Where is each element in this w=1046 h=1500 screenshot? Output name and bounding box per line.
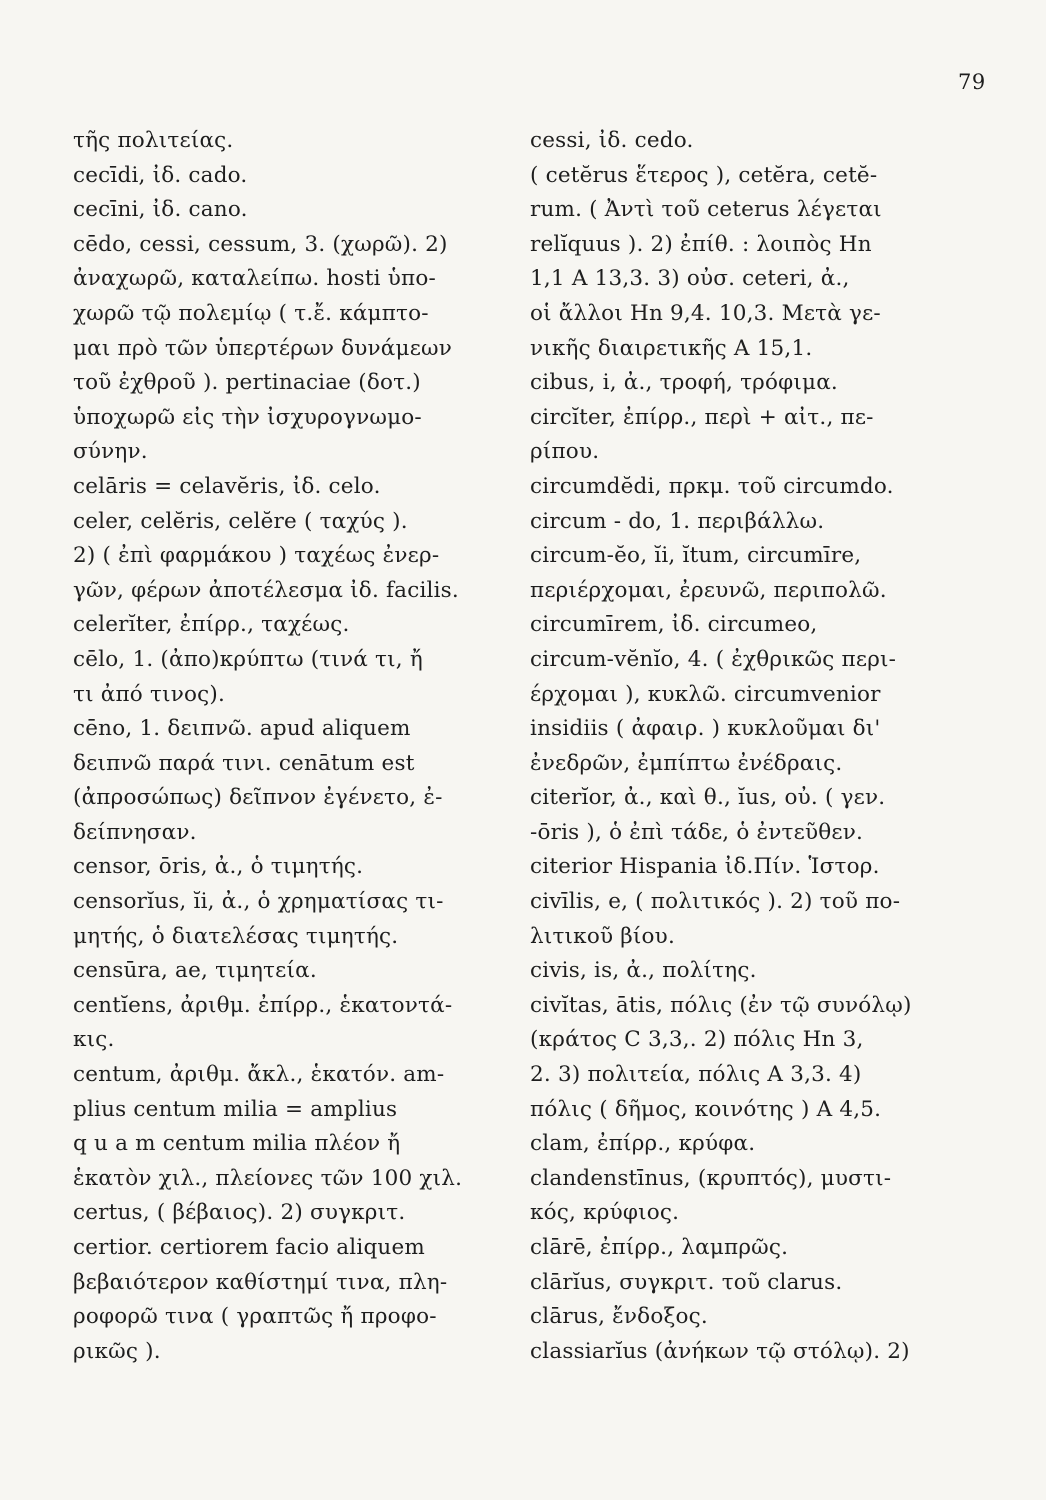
text-line: rum. ( Ἀντὶ τοῦ ceterus λέγεται bbox=[530, 197, 882, 223]
text-line: celāris = celavĕris, ἰδ. celo. bbox=[73, 473, 381, 499]
text-line: censorĭus, ĭi, ἀ., ὁ χρηματίσας τι- bbox=[73, 889, 444, 915]
text-line: ρίπου. bbox=[530, 439, 600, 465]
text-line: ἐνεδρῶν, ἐμπίπτω ἐνέδραις. bbox=[530, 750, 843, 776]
text-line: 2) ( ἐπὶ φαρμάκου ) ταχέως ἐνερ- bbox=[73, 543, 440, 569]
text-line: circum - do, 1. περιβάλλω. bbox=[530, 508, 825, 534]
text-line: δείπνησαν. bbox=[73, 819, 197, 845]
text-line: λιτικοῦ βίου. bbox=[530, 923, 675, 949]
text-line: clārĭus, συγκριτ. τοῦ clarus. bbox=[530, 1269, 843, 1295]
text-line: δειπνῶ παρά τινι. cenātum est bbox=[73, 750, 415, 776]
text-line: ὑποχωρῶ εἰς τὴν ἰσχυρογνωμο- bbox=[73, 404, 422, 430]
text-line: χωρῶ τῷ πολεμίῳ ( τ.ἔ. κάμπτο- bbox=[73, 300, 429, 326]
text-line: μαι πρὸ τῶν ὑπερτέρων δυνάμεων bbox=[73, 335, 453, 361]
text-line: -ōris ), ὁ ἐπὶ τάδε, ὁ ἐντεῦθεν. bbox=[530, 819, 864, 845]
text-line: νικῆς διαιρετικῆς A 15,1. bbox=[530, 335, 813, 361]
text-line: ἀναχωρῶ, καταλείπω. hosti ὑπο- bbox=[73, 266, 436, 292]
text-line: cēlo, 1. (ἀπο)κρύπτω (τινά τι, ἤ bbox=[73, 646, 423, 672]
text-line: q u a m centum milia πλέον ἤ bbox=[73, 1131, 401, 1157]
text-line: clandenstīnus, (κρυπτός), μυστι- bbox=[530, 1165, 892, 1191]
text-line: σύνην. bbox=[73, 439, 148, 465]
text-line: relĭquus ). 2) ἐπίθ. : λοιπὸς Hn bbox=[530, 231, 872, 257]
text-line: celer, celĕris, celĕre ( ταχύς ). bbox=[73, 508, 408, 534]
text-line: 1,1 A 13,3. 3) οὐσ. ceteri, ἀ., bbox=[530, 266, 850, 292]
text-line: civīlis, e, ( πολιτικός ). 2) τοῦ πο- bbox=[530, 889, 901, 915]
text-line: centĭens, ἀριθμ. ἐπίρρ., ἑκατοντά- bbox=[73, 992, 453, 1018]
text-line: plius centum milia = amplius bbox=[73, 1096, 398, 1122]
text-line: ἑκατὸν χιλ., πλείονες τῶν 100 χιλ. bbox=[73, 1165, 463, 1191]
text-line: (κράτος C 3,3,. 2) πόλις Hn 3, bbox=[530, 1027, 864, 1053]
text-line: cibus, i, ἀ., τροφή, τρόφιμα. bbox=[530, 370, 838, 396]
text-line: circum-vĕnĭo, 4. ( ἐχθρικῶς περι- bbox=[530, 646, 897, 672]
text-line: τοῦ ἐχθροῦ ). pertinaciae (δοτ.) bbox=[73, 370, 421, 396]
text-line: circum-ĕo, ĭi, ĭtum, circumīre, bbox=[530, 543, 862, 569]
text-line: ( cetĕrus ἕτερος ), cetĕra, cetĕ- bbox=[530, 162, 878, 188]
text-line: cēdo, cessi, cessum, 3. (χωρῶ). 2) bbox=[73, 231, 448, 257]
text-line: μητής, ὁ διατελέσας τιμητής. bbox=[73, 923, 399, 949]
right-column bbox=[530, 124, 980, 1369]
text-line: ροφορῶ τινα ( γραπτῶς ἤ προφο- bbox=[73, 1304, 437, 1330]
text-line: clārus, ἔνδοξος. bbox=[530, 1304, 708, 1330]
text-line: insidiis ( ἀφαιρ. ) κυκλοῦμαι δι' bbox=[530, 716, 881, 742]
text-line: cēno, 1. δειπνῶ. apud aliquem bbox=[73, 716, 411, 742]
text-line: 2. 3) πολιτεία, πόλις A 3,3. 4) bbox=[530, 1062, 862, 1088]
text-line: τῆς πολιτείας. bbox=[73, 128, 234, 153]
text-line: censūra, ae, τιμητεία. bbox=[73, 958, 317, 984]
text-line: circĭter, ἐπίρρ., περὶ + αἰτ., πε- bbox=[530, 404, 874, 430]
text-line: classiarĭus (ἀνήκων τῷ στόλῳ). 2) bbox=[530, 1338, 910, 1364]
text-line: citerĭor, ἀ., καὶ θ., ĭus, οὐ. ( γεν. bbox=[530, 785, 886, 811]
text-line: civis, is, ἀ., πολίτης. bbox=[530, 958, 757, 984]
text-line: cecīni, ἰδ. cano. bbox=[73, 197, 248, 223]
text-line: certus, ( βέβαιος). 2) συγκριτ. bbox=[73, 1200, 406, 1226]
text-line: cecīdi, ἰδ. cado. bbox=[73, 162, 248, 188]
text-line: τι ἀπό τινος). bbox=[73, 681, 225, 707]
text-line: ρικῶς ). bbox=[73, 1338, 161, 1364]
text-line: βεβαιότερον καθίστημί τινα, πλη- bbox=[73, 1269, 448, 1295]
text-line: circumīrem, ἰδ. circumeo, bbox=[530, 612, 818, 638]
text-line: certior. certiorem facio aliquem bbox=[73, 1235, 425, 1260]
left-column bbox=[73, 124, 513, 1369]
text-line: censor, ōris, ἀ., ὁ τιμητής. bbox=[73, 854, 364, 880]
text-line: οἱ ἄλλοι Hn 9,4. 10,3. Μετὰ γε- bbox=[530, 300, 881, 326]
text-line: κός, κρύφιος. bbox=[530, 1200, 680, 1226]
text-line: circumdĕdi, πρκμ. τοῦ circumdo. bbox=[530, 473, 894, 499]
text-line: clārē, ἐπίρρ., λαμπρῶς. bbox=[530, 1235, 789, 1260]
page-number: 79 bbox=[958, 70, 986, 94]
text-line: civĭtas, ātis, πόλις (ἐν τῷ συνόλῳ) bbox=[530, 992, 912, 1018]
text-line: (ἀπροσώπως) δεῖπνον ἐγένετο, ἐ- bbox=[73, 785, 443, 811]
text-line: centum, ἀριθμ. ἄκλ., ἑκατόν. am- bbox=[73, 1062, 445, 1088]
text-line: έρχομαι ), κυκλῶ. circumvenior bbox=[530, 681, 881, 707]
text-line: πόλις ( δῆμος, κοινότης ) A 4,5. bbox=[530, 1096, 882, 1122]
text-line: κις. bbox=[73, 1027, 115, 1053]
text-line: γῶν, φέρων ἀποτέλεσμα ἰδ. facilis. bbox=[73, 577, 459, 603]
text-line: celerĭter, ἐπίρρ., ταχέως. bbox=[73, 612, 350, 638]
text-line: περιέρχομαι, ἐρευνῶ, περιπολῶ. bbox=[530, 577, 887, 603]
text-line: cessi, ἰδ. cedo. bbox=[530, 128, 694, 153]
text-line: clam, ἐπίρρ., κρύφα. bbox=[530, 1131, 756, 1157]
text-line: citerior Hispania ἰδ.Πίν. Ἱστορ. bbox=[530, 854, 880, 880]
